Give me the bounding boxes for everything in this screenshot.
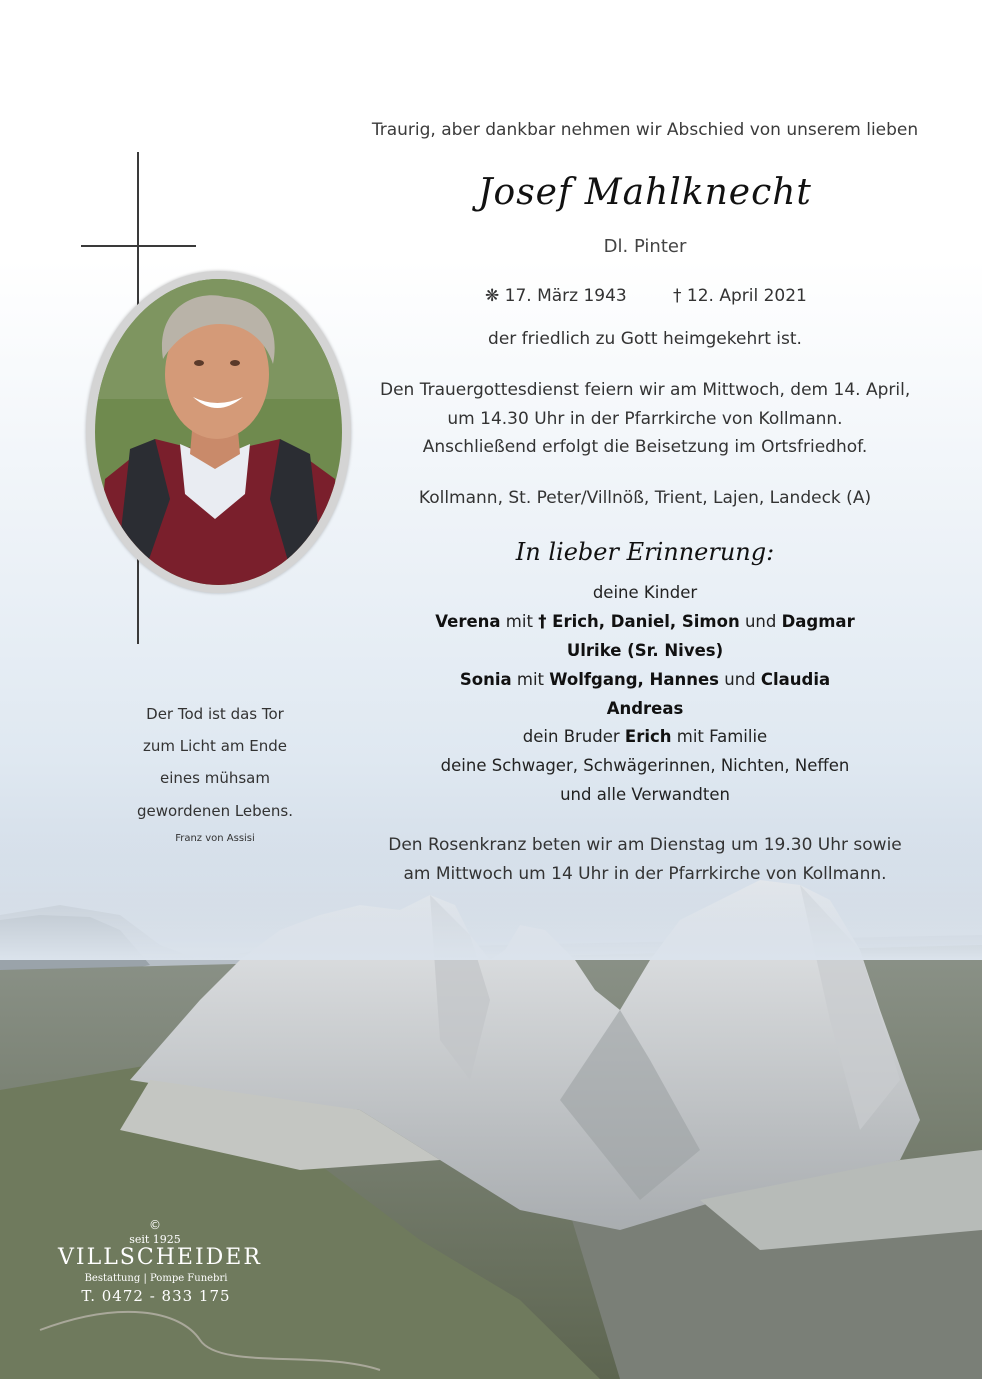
family-row-4: Andreas — [606, 699, 684, 718]
family-name: Sonia — [459, 670, 512, 689]
statement-text: der friedlich zu Gott heimgekehrt ist. — [488, 329, 802, 349]
service-line-3: Anschließend erfolgt die Beisetzung im Ortsfriedhof. — [422, 437, 868, 457]
intro-text: Traurig, aber dankbar nehmen wir Abschied von unserem lieben — [371, 120, 919, 140]
family-name: Verena — [435, 612, 501, 631]
remembrance-heading: In lieber Erinnerung: — [515, 538, 775, 566]
family-name: Claudia — [760, 670, 831, 689]
family-name: Dagmar — [781, 612, 855, 631]
quote-line-3: eines mühsam — [160, 769, 270, 787]
family-row-7: und alle Verwandten — [560, 785, 730, 804]
logo-since: seit 1925 — [129, 1233, 181, 1246]
quote-line-4: gewordenen Lebens. — [136, 802, 294, 820]
logo-name: VILLSCHEIDER — [58, 1245, 262, 1270]
family-connector: und — [739, 612, 782, 631]
death-date: † 12. April 2021 — [673, 286, 807, 306]
service-line-1: Den Trauergottesdienst feiern wir am Mittwoch, dem 14. April, — [380, 380, 911, 400]
rosary-line-2: am Mittwoch um 14 Uhr in der Pfarrkirche von Kollmann. — [403, 864, 887, 884]
family-row-2: Ulrike (Sr. Nives) — [566, 641, 724, 660]
deceased-nickname: Dl. Pinter — [603, 236, 687, 257]
family-connector: mit — [500, 612, 539, 631]
portrait-image — [95, 279, 342, 585]
quote-author: Franz von Assisi — [175, 833, 255, 844]
family-name: † Erich, Daniel, Simon — [538, 612, 740, 631]
logo-phone: T. 0472 - 833 175 — [81, 1287, 231, 1305]
family-row-1 — [380, 612, 910, 631]
quote-line-1: Der Tod ist das Tor — [146, 705, 284, 723]
logo-subtitle: Bestattung | Pompe Funebri — [84, 1273, 228, 1284]
service-line-2: um 14.30 Uhr in der Pfarrkirche von Kollmann. — [447, 409, 843, 429]
logo-copyright: © — [149, 1218, 161, 1232]
family-name: Wolfgang, Hannes — [549, 670, 719, 689]
family-children-label: deine Kinder — [592, 583, 698, 602]
family-row-5 — [380, 727, 910, 746]
birth-date: ❋ 17. März 1943 — [485, 286, 627, 306]
quote-line-2: zum Licht am Ende — [143, 737, 287, 755]
cross-horizontal-line — [81, 245, 196, 247]
family-connector: mit — [511, 670, 550, 689]
family-row-6: deine Schwager, Schwägerinnen, Nichten, Neffen — [440, 756, 850, 775]
deceased-name: Josef Mahlknecht — [478, 172, 812, 213]
portrait-photo — [95, 279, 342, 585]
rosary-line-1: Den Rosenkranz beten wir am Dienstag um 19.30 Uhr sowie — [388, 835, 902, 855]
family-name: Erich — [624, 727, 672, 746]
family-connector: und — [719, 670, 761, 689]
family-connector: mit Familie — [671, 727, 768, 746]
family-connector: dein Bruder — [522, 727, 625, 746]
places-text: Kollmann, St. Peter/Villnöß, Trient, Lajen, Landeck (A) — [418, 488, 872, 508]
family-row-3 — [380, 670, 910, 689]
